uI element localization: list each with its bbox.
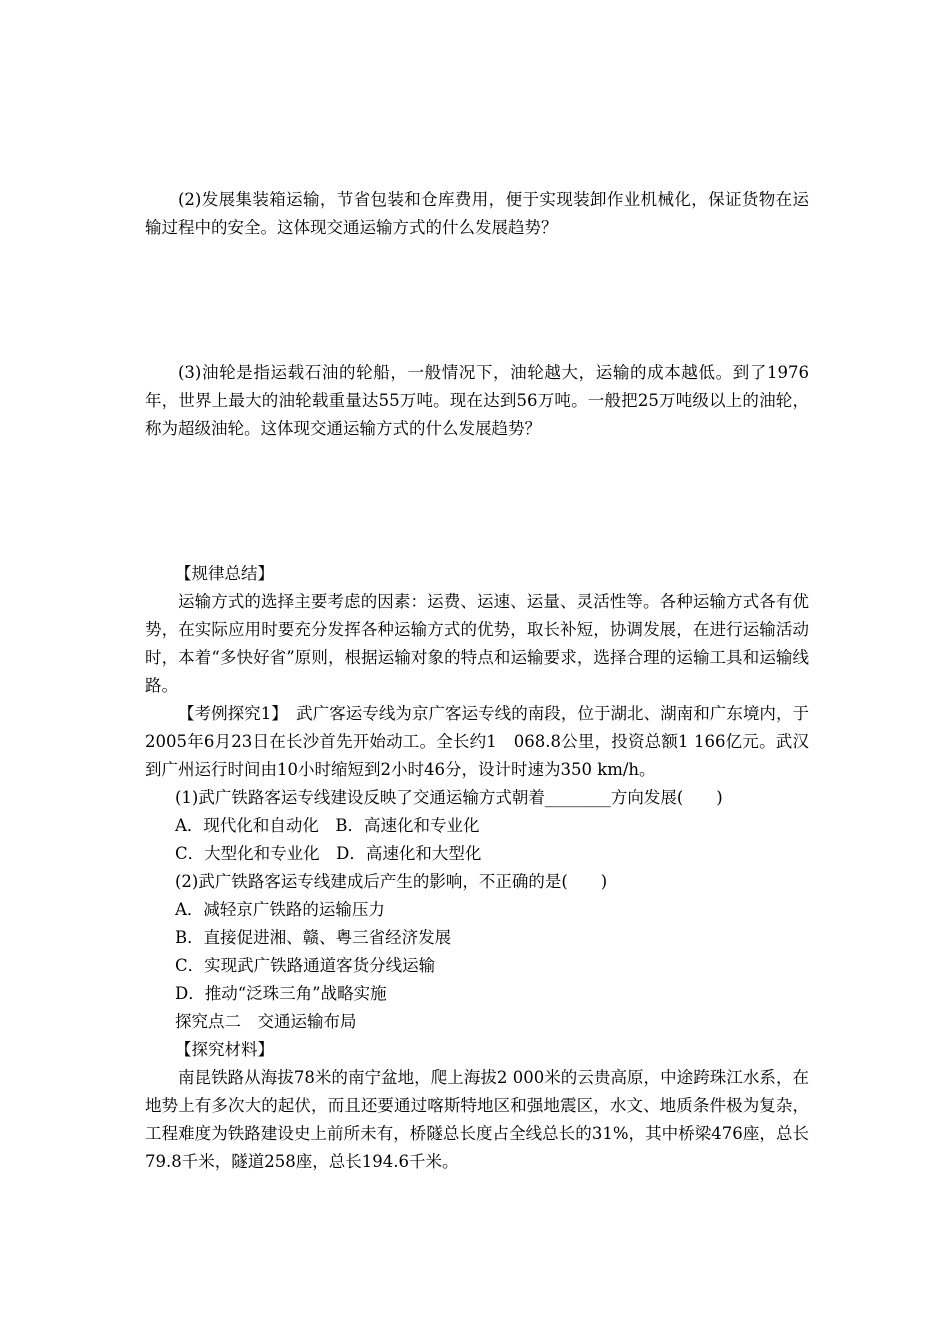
example-question-2: (2)武广铁路客运专线建成后产生的影响，不正确的是( )	[175, 872, 608, 891]
example-intro: 【考例探究1】 武广客运专线为京广客运专线的南段，位于湖北、湖南和广东境内，于2005年6月23日在长沙首先开始动工。全长约1 068.8公里，投资总额1 166亿元。武汉到广州运行时间由10小时缩短到2小时46分，设计时速为350 km/h。	[145, 704, 809, 779]
option-line-1: A．现代化和自动化 B．高速化和专业化	[175, 816, 480, 835]
option-a: A．减轻京广铁路的运输压力	[175, 900, 385, 919]
option-b: B．直接促进湘、赣、粤三省经济发展	[175, 928, 452, 947]
summary-body: 运输方式的选择主要考虑的因素：运费、运速、运量、灵活性等。各种运输方式各有优势，在实际应用时要充分发挥各种运输方式的优势，取长补短，协调发展，在进行运输活动时，本着“多快好省”原则，根据运输对象的特点和运输要求，选择合理的运输工具和运输线路。	[145, 592, 809, 695]
option-d: D．推动“泛珠三角”战略实施	[175, 984, 387, 1003]
option-c: C．实现武广铁路通道客货分线运输	[175, 956, 436, 975]
section-title: 探究点二 交通运输布局	[175, 1012, 357, 1031]
question-3: (3)油轮是指运载石油的轮船，一般情况下，油轮越大，运输的成本越低。到了1976年，世界上最大的油轮载重量达55万吨。现在达到56万吨。一般把25万吨级以上的油轮，称为超级油轮。这体现交通运输方式的什么发展趋势？	[145, 363, 809, 438]
question-2: (2)发展集装箱运输，节省包装和仓库费用，便于实现装卸作业机械化，保证货物在运输过程中的安全。这体现交通运输方式的什么发展趋势？	[145, 190, 809, 237]
material-body: 南昆铁路从海拔78米的南宁盆地，爬上海拔2 000米的云贵高原，中途跨珠江水系，在地势上有多次大的起伏，而且还要通过喀斯特地区和强地震区，水文、地质条件极为复杂，工程难度为铁路建设史上前所未有，桥隧总长度占全线总长的31%，其中桥梁476座，总长79.8千米，隧道258座，总长194.6千米。	[145, 1068, 809, 1171]
option-line-2: C．大型化和专业化 D．高速化和大型化	[175, 844, 482, 863]
example-question-1: (1)武广铁路客运专线建设反映了交通运输方式朝着________方向发展( )	[175, 788, 723, 807]
summary-heading: 【规律总结】	[175, 564, 274, 583]
material-heading: 【探究材料】	[175, 1040, 274, 1059]
